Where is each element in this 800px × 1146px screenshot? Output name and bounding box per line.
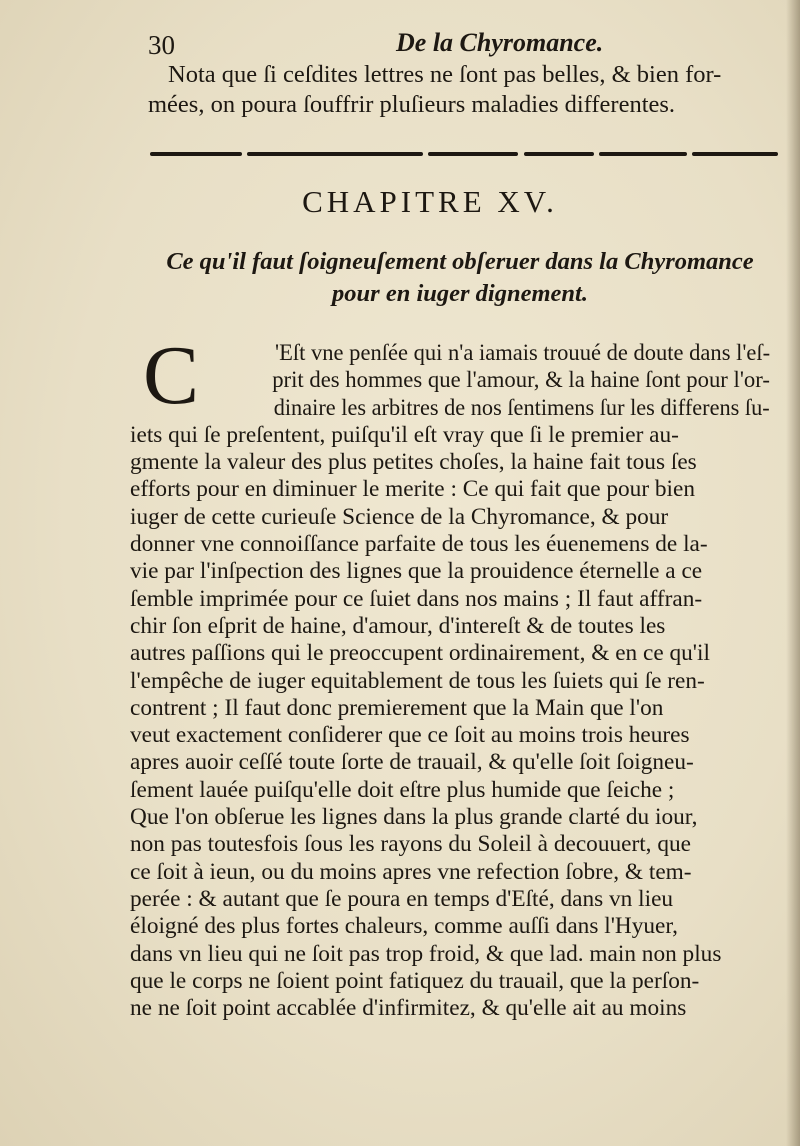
subtitle-line: Ce qu'il faut ſoigneuſement obſeruer dans la Chyromance	[166, 248, 754, 275]
body-line: ſement lauée puiſqu'elle doit eſtre plus humide que ſeiche ;	[130, 776, 675, 803]
body-line: chir ſon eſprit de haine, d'amour, d'intereſt & de toutes les	[130, 612, 666, 639]
nota-paragraph	[148, 60, 778, 120]
running-head	[148, 26, 768, 60]
body-line: non pas toutesfois ſous les rayons du Soleil à decouuert, que	[130, 831, 691, 858]
nota-line: mées, on poura ſouffrir pluſieurs maladies differentes.	[148, 91, 676, 118]
body-line: iuger de cette curieuſe Science de la Chyromance, & pour	[130, 503, 669, 530]
body-line: gmente la valeur des plus petites choſes, la haine fait tous ſes	[130, 449, 697, 476]
nota-line: Nota que ſi ceſdites lettres ne ſont pas belles, & bien for-	[168, 61, 722, 88]
body-line: vie par l'inſpection des lignes que la prouidence éternelle a ce	[130, 558, 703, 585]
body-line: éloigné des plus fortes chaleurs, comme auſſi dans l'Hyuer,	[130, 913, 678, 940]
body-line: prit des hommes que l'amour, & la haine ſont pour l'or-	[272, 367, 770, 394]
body-line: ne ne ſoit point accablée d'infirmitez, & qu'elle ait au moins	[130, 995, 687, 1022]
body-line: l'empêche de iuger equitablement de tous les ſuiets qui ſe ren-	[130, 667, 705, 694]
body-line: 'Eſt vne penſée qui n'a iamais trouué de doute dans l'eſ-	[275, 340, 771, 366]
body-line: iets qui ſe preſentent, puiſqu'il eſt vray que ſi le premier au-	[130, 421, 679, 448]
body-line: perée : & autant que ſe poura en temps d'Eſté, dans vn lieu	[130, 885, 674, 912]
body-line: ſemble imprimée pour ce ſuiet dans nos mains ; Il faut affran-	[130, 585, 703, 612]
body-line: apres auoir ceſſé toute ſorte de trauail, & qu'elle ſoit ſoigneu-	[130, 749, 694, 776]
drop-cap: C	[143, 329, 200, 422]
body-line: ce ſoit à ieun, ou du moins apres vne refection ſobre, & tem-	[130, 858, 692, 885]
page-number: 30	[148, 30, 175, 60]
body-line: autres paſſions qui le preoccupent ordinairement, & en ce qu'il	[130, 640, 710, 667]
body-line: donner vne connoiſſance parfaite de tous les éuenemens de la-	[130, 531, 708, 558]
body-line: Que l'on obſerue les lignes dans la plus grande clarté du iour,	[130, 804, 698, 831]
body-line: dinaire les arbitres de nos ſentimens ſur les differens ſu-	[273, 394, 770, 421]
body-line: que le corps ne ſoient point fatiquez du trauail, que la perſon-	[130, 967, 700, 994]
body-line: veut exactement conſiderer que ce ſoit au moins trois heures	[130, 722, 690, 749]
running-title: De la Chyromance.	[396, 28, 604, 57]
ornamental-rule	[150, 148, 778, 160]
body-line: efforts pour en diminuer le merite : Ce qui fait que pour bien	[130, 476, 696, 503]
chapter-heading: CHAPITRE XV.	[302, 184, 558, 219]
subtitle-line: pour en iuger dignement.	[332, 280, 588, 307]
body-line: contrent ; Il faut donc premierement que la Main que l'on	[130, 694, 664, 721]
chapter-subtitle	[140, 246, 780, 310]
chapter-body	[130, 340, 770, 1022]
body-line: dans vn lieu qui ne ſoit pas trop froid, & que lad. main non plus	[130, 940, 722, 967]
